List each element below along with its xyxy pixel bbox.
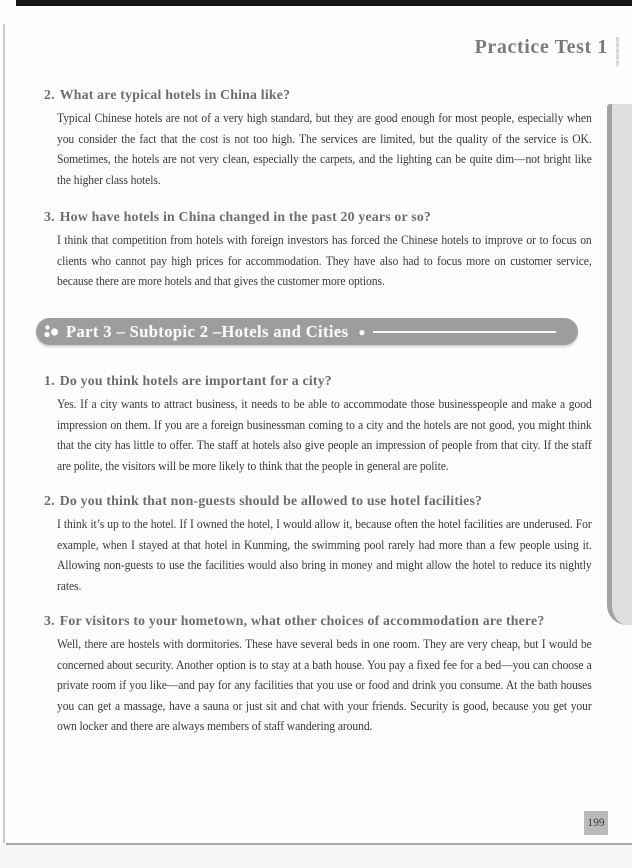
qa-block <box>44 207 592 292</box>
dots-cluster-icon <box>43 323 60 340</box>
banner-rule-line <box>373 331 556 333</box>
question-number: 1. <box>44 373 55 388</box>
question-number: 2. <box>44 493 55 508</box>
question-text: Do you think that non-guests should be allowed to use hotel facilities? <box>59 493 483 508</box>
question-number: 3. <box>44 209 55 224</box>
question-heading <box>44 371 592 391</box>
bullet-icon: ● <box>358 324 366 339</box>
section-banner <box>36 318 578 345</box>
scan-bottom-margin <box>0 845 632 868</box>
answer-paragraph: I think that competition from hotels with foreign investors has forced the Chinese hotels to improve or to focus on clients who cannot pay high prices for accommodation. They have also had to focus more on customer service, because there are more hotels and that gives the customer more options. <box>57 233 592 288</box>
chapter-tab-edge <box>607 104 632 625</box>
header-edge-mark <box>616 37 619 67</box>
question-heading <box>44 85 592 105</box>
answer-paragraph: I think it’s up to the hotel. If I owned the hotel, I would allow it, because often the hotel facilities are underused. For example, when I stayed at that hotel in Kunming, the swimming pool rarely had more than a few people using it. Allowing non-guests to use the facilities would also bring in money and might allow the hotel to reduce its nightly rates. <box>57 517 592 593</box>
page-number-badge: 199 <box>584 811 608 835</box>
page-left-edge-line <box>3 24 5 843</box>
question-heading <box>44 491 592 511</box>
scan-top-edge <box>16 0 632 6</box>
question-text: What are typical hotels in China like? <box>59 87 291 102</box>
qa-block <box>44 371 592 476</box>
section-banner-title: Part 3 – Subtopic 2 –Hotels and Cities <box>66 321 349 341</box>
question-heading <box>44 611 592 631</box>
question-text: Do you think hotels are important for a city? <box>59 373 332 388</box>
qa-block <box>44 85 592 190</box>
qa-block <box>44 491 592 596</box>
answer-paragraph: Typical Chinese hotels are not of a very high standard, but they are good enough for most people, especially when you consider the fact that the cost is not too high. The services are limited, but the quality of the service is OK. Sometimes, the hotels are not very clean, especially the carpets, and the lighting can be quite dim—not bright like the higher class hotels. <box>57 111 592 187</box>
qa-block <box>44 611 592 737</box>
question-text: For visitors to your hometown, what other choices of accommodation are there? <box>59 613 545 628</box>
question-heading <box>44 207 592 227</box>
answer-paragraph: Well, there are hostels with dormitories. These have several beds in one room. They are very cheap, but I would be concerned about security. Another option is to stay at a bath house. You pay a fixed fee for a bed—you can choose a private room if you like—and pay for any facilities that you use or food and drink you consume. At the bath houses you can get a massage, have a sauna or just sit and chat with your friends. Security is good, because you get your own locker and there are always members of staff wandering around. <box>57 637 592 733</box>
question-number: 2. <box>44 87 55 102</box>
answer-paragraph: Yes. If a city wants to attract business, it needs to be able to accommodate those businesspeople and make a good impression on them. If you are a foreign businessman coming to a city and the hotels are not good, you might think that the city has little to offer. The staff at hotels also give people an impression of people from that city. If the staff are polite, the visitors will be more likely to think that the people in general are polite. <box>57 397 592 473</box>
question-text: How have hotels in China changed in the past 20 years or so? <box>59 209 432 224</box>
page-title: Practice Test 1 <box>474 36 608 58</box>
question-number: 3. <box>44 613 55 628</box>
